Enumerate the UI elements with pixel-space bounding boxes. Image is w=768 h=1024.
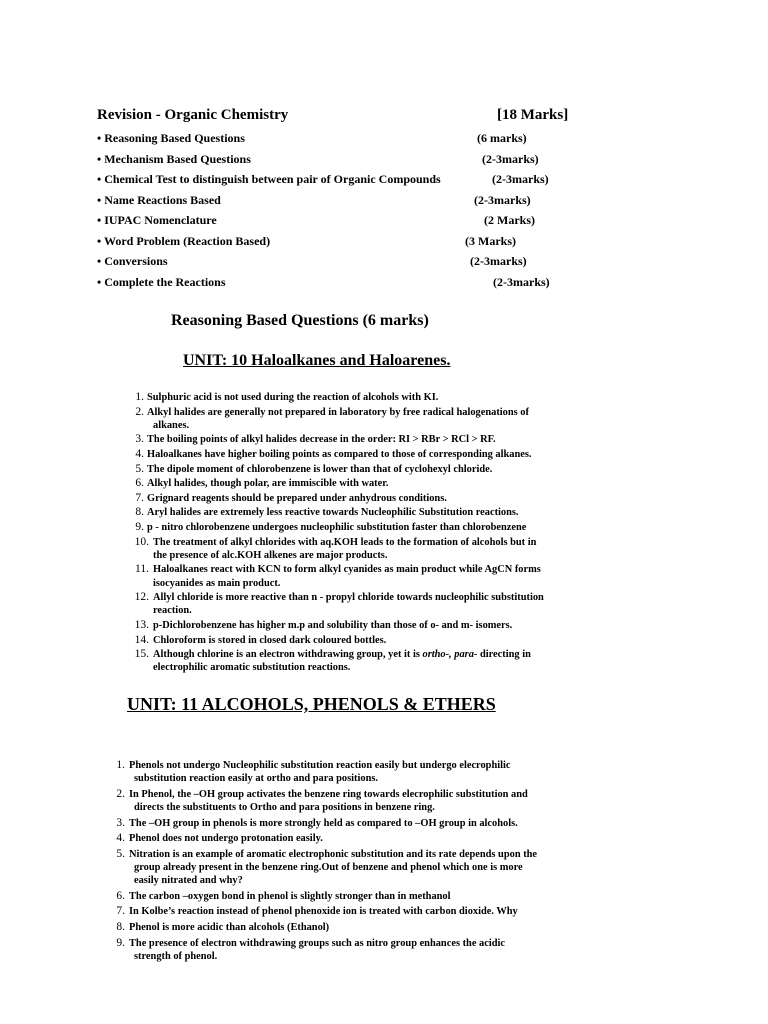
question-item bbox=[112, 817, 582, 830]
document-header bbox=[97, 107, 577, 127]
topic-item bbox=[97, 233, 577, 254]
question-number: 7. bbox=[135, 491, 144, 504]
question-item bbox=[130, 463, 590, 476]
document-title: Revision - Organic Chemistry bbox=[97, 107, 289, 123]
question-number: 9. bbox=[135, 520, 144, 533]
question-number: 15. bbox=[134, 648, 149, 661]
topic-item bbox=[97, 274, 577, 295]
question-number: 8. bbox=[116, 920, 125, 933]
question-number: 7. bbox=[116, 905, 125, 918]
unit11-title: UNIT: 11 ALCOHOLS, PHENOLS & ETHERS bbox=[127, 694, 496, 714]
question-text-cont: reaction. bbox=[153, 605, 192, 617]
question-item bbox=[130, 477, 590, 490]
topic-item bbox=[97, 151, 577, 172]
question-text-cont: isocyanides as main product. bbox=[153, 577, 281, 589]
question-number: 8. bbox=[135, 506, 144, 519]
question-text-cont: easily nitrated and why? bbox=[134, 875, 243, 887]
question-text: Grignard reagents should be prepared under anhydrous conditions. bbox=[147, 492, 447, 504]
topic-list bbox=[97, 130, 577, 294]
question-item bbox=[130, 391, 590, 404]
topic-label: • Mechanism Based Questions bbox=[97, 151, 251, 166]
unit10-title: UNIT: 10 Haloalkanes and Haloarenes. bbox=[183, 352, 451, 369]
question-text-part: directing in bbox=[477, 649, 531, 661]
question-item bbox=[130, 536, 590, 562]
question-item bbox=[130, 521, 590, 534]
topic-item bbox=[97, 212, 577, 233]
topic-item bbox=[97, 253, 577, 274]
question-text: In Phenol, the –OH group activates the benzene ring towards elecrophilic substitution and bbox=[129, 788, 528, 800]
question-text: Chloroform is stored in closed dark coloured bottles. bbox=[153, 634, 387, 646]
topic-marks: (2 Marks) bbox=[484, 213, 535, 227]
topic-marks: (2-3marks) bbox=[470, 254, 527, 268]
question-number: 2. bbox=[135, 405, 144, 418]
question-item bbox=[130, 591, 590, 617]
question-item bbox=[130, 433, 590, 446]
question-text-part: Although chlorine is an electron withdrawing group, yet it is bbox=[153, 649, 423, 661]
question-number: 11. bbox=[135, 563, 149, 576]
question-text: Aryl halides are extremely less reactive towards Nucleophilic Substitution reactions. bbox=[147, 507, 519, 519]
question-item bbox=[112, 905, 582, 918]
topic-label: • Name Reactions Based bbox=[97, 192, 221, 207]
topic-marks: (2-3marks) bbox=[493, 274, 550, 289]
question-item bbox=[130, 563, 590, 589]
question-text-cont: electrophilic aromatic substitution reactions. bbox=[153, 662, 351, 674]
question-text: Haloalkanes react with KCN to form alkyl cyanides as main product while AgCN forms bbox=[153, 564, 541, 576]
total-marks: [18 Marks] bbox=[497, 107, 569, 123]
question-text-cont: substitution reaction easily at ortho and para positions. bbox=[134, 773, 379, 785]
question-text-cont: group already present in the benzene ring.Out of benzene and phenol which one is more bbox=[134, 861, 523, 873]
question-text-italic: ortho-, para- bbox=[422, 649, 478, 661]
section-title: Reasoning Based Questions (6 marks) bbox=[171, 312, 429, 329]
question-item bbox=[130, 406, 590, 432]
question-text: Phenols not undergo Nucleophilic substitution reaction easily but undergo elecrophilic bbox=[129, 760, 511, 771]
question-number: 1. bbox=[116, 759, 125, 771]
topic-label: • Complete the Reactions bbox=[97, 274, 226, 289]
question-number: 3. bbox=[116, 816, 125, 829]
question-text: The carbon –oxygen bond in phenol is slightly stronger than in methanol bbox=[129, 890, 451, 902]
question-text: Haloalkanes have higher boiling points as compared to those of corresponding alkanes. bbox=[147, 448, 532, 460]
question-text-cont: the presence of alc.KOH alkenes are major products. bbox=[153, 549, 388, 561]
question-item bbox=[112, 937, 582, 963]
question-number: 3. bbox=[135, 433, 144, 446]
question-number: 1. bbox=[135, 391, 144, 403]
question-text: The dipole moment of chlorobenzene is lower than that of cyclohexyl chloride. bbox=[147, 463, 493, 475]
question-text: Alkyl halides are generally not prepared in laboratory by free radical halogenations of bbox=[147, 406, 529, 418]
question-text: Alkyl halides, though polar, are immiscible with water. bbox=[147, 478, 389, 490]
topic-label: • Conversions bbox=[97, 254, 168, 268]
question-text: The treatment of alkyl chlorides with aq.KOH leads to the formation of alcohols but in bbox=[153, 536, 537, 548]
question-text: The presence of electron withdrawing groups such as nitro group enhances the acidic bbox=[129, 937, 506, 949]
question-number: 14. bbox=[134, 633, 149, 646]
question-text-cont: alkanes. bbox=[153, 419, 190, 431]
question-item bbox=[112, 788, 582, 814]
topic-marks: (6 marks) bbox=[477, 131, 527, 145]
topic-marks: (2-3marks) bbox=[482, 151, 539, 166]
question-number: 6. bbox=[116, 889, 125, 902]
question-number: 9. bbox=[116, 936, 125, 949]
question-item bbox=[112, 759, 582, 785]
question-text: Nitration is an example of aromatic electrophonic substitution and its rate depends upon the bbox=[129, 848, 538, 860]
question-number: 13. bbox=[134, 618, 149, 631]
topic-label: • Reasoning Based Questions bbox=[97, 131, 245, 145]
question-number: 6. bbox=[135, 477, 144, 490]
question-item bbox=[130, 448, 590, 461]
topic-label: • IUPAC Nomenclature bbox=[97, 213, 217, 227]
question-text: Phenol does not undergo protonation easily. bbox=[129, 833, 323, 845]
unit10-question-list bbox=[130, 391, 590, 675]
question-item bbox=[130, 506, 590, 519]
question-text-cont: strength of phenol. bbox=[134, 950, 218, 962]
question-number: 12. bbox=[134, 591, 149, 604]
question-text: p - nitro chlorobenzene undergoes nucleophilic substitution faster than chlorobenzene bbox=[147, 521, 527, 533]
question-item bbox=[130, 492, 590, 505]
question-number: 2. bbox=[116, 787, 125, 800]
topic-item bbox=[97, 192, 577, 213]
question-text bbox=[153, 648, 590, 661]
question-item bbox=[130, 619, 590, 632]
question-number: 5. bbox=[116, 847, 125, 860]
topic-label: • Chemical Test to distinguish between pair of Organic Compounds bbox=[97, 172, 441, 186]
topic-marks: (2-3marks) bbox=[492, 172, 549, 186]
question-item bbox=[112, 921, 582, 934]
question-text: Sulphuric acid is not used during the reaction of alcohols with KI. bbox=[147, 392, 439, 403]
question-number: 5. bbox=[135, 462, 144, 475]
topic-marks: (3 Marks) bbox=[465, 233, 516, 248]
question-text: In Kolbe’s reaction instead of phenol phenoxide ion is treated with carbon dioxide. Why bbox=[129, 906, 518, 918]
question-text: p-Dichlorobenzene has higher m.p and solubility than those of o- and m- isomers. bbox=[153, 619, 513, 631]
question-item bbox=[130, 634, 590, 647]
topic-item bbox=[97, 171, 577, 192]
question-item bbox=[112, 890, 582, 903]
topic-marks: (2-3marks) bbox=[474, 192, 531, 207]
topic-label: • Word Problem (Reaction Based) bbox=[97, 233, 271, 248]
topic-item bbox=[97, 130, 577, 151]
question-number: 4. bbox=[116, 832, 125, 845]
question-number: 4. bbox=[135, 447, 144, 460]
question-text: Allyl chloride is more reactive than n - propyl chloride towards nucleophilic substitution bbox=[153, 592, 544, 604]
question-item bbox=[112, 832, 582, 845]
question-item bbox=[112, 848, 582, 888]
question-text: Phenol is more acidic than alcohols (Ethanol) bbox=[129, 921, 330, 933]
question-text: The boiling points of alkyl halides decrease in the order: RI > RBr > RCl > RF. bbox=[147, 434, 496, 446]
question-item bbox=[130, 648, 590, 674]
question-text: The –OH group in phenols is more strongly held as compared to –OH group in alcohols. bbox=[129, 817, 518, 829]
question-number: 10. bbox=[134, 535, 149, 548]
unit11-question-list bbox=[112, 759, 582, 963]
question-text-cont: directs the substituents to Ortho and para positions in benzene ring. bbox=[134, 802, 435, 813]
